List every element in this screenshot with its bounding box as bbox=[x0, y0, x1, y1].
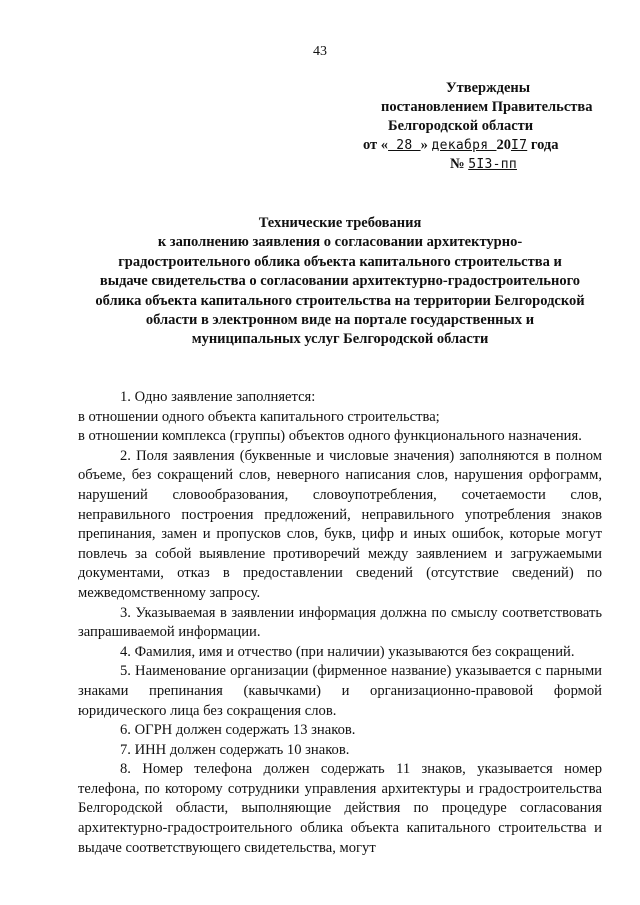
title-line: Технические требования bbox=[258, 215, 422, 231]
paragraph-6: 6. ОГРН должен содержать 13 знаков. bbox=[120, 722, 356, 739]
date-year-prefix: 20 bbox=[496, 137, 511, 153]
paragraph-1: 1. Одно заявление заполняется: bbox=[120, 389, 316, 405]
approval-number bbox=[358, 155, 608, 174]
document-title bbox=[60, 214, 620, 350]
number-value: 5I3-пп bbox=[468, 157, 517, 172]
document-body bbox=[78, 388, 602, 858]
date-year-suffix: I7 bbox=[510, 138, 528, 153]
page-number: 43 bbox=[313, 44, 327, 59]
title-line: к заполнению заявления о согласовании архитектурно- bbox=[157, 234, 523, 251]
title-line: области в электронном виде на портале государственных и bbox=[145, 312, 535, 329]
approval-resolution: постановлением Правительства bbox=[381, 99, 593, 115]
approval-block bbox=[358, 79, 608, 174]
paragraph-4: 4. Фамилия, имя и отчество (при наличии) указываются без сокращений. bbox=[120, 643, 575, 660]
approval-heading: Утверждены bbox=[446, 80, 531, 96]
number-prefix: № bbox=[450, 156, 469, 172]
paragraph-1-item-b: в отношении комплекса (группы) объектов одного функционального назначения. bbox=[78, 428, 582, 445]
paragraph-2: 2. Поля заявления (буквенные и числовые значения) заполняются в полном объеме, без сокращений слов, неверного написания слов, нарушения орфограмм, нарушений словообразования, словоупотребления, сочетаемости слов, неправильного построения предложений, неправильного употребления знаков препинания, замен и пропусков слов, букв, цифр и иных ошибок, которые могут повлечь за собой выявление противоречий между заявлением и загружаемыми документами, отказ в предоставлении сведений (отсутствие сведений) по межведомственному запросу. bbox=[78, 447, 602, 601]
paragraph-7: 7. ИНН должен содержать 10 знаков. bbox=[120, 741, 350, 758]
paragraph-8: 8. Номер телефона должен содержать 11 знаков, указывается номер телефона, по которому сотрудники управления архитектуры и градостроительства Белгородской области, выполняющие действия по процедуре согласования архитектурно-градостроительного облика объекта капитального строительства и выдаче соответствующего свидетельства, могут bbox=[78, 761, 602, 856]
title-line: облика объекта капитального строительства на территории Белгородской bbox=[95, 292, 585, 309]
approval-date bbox=[358, 136, 608, 155]
date-prefix: от « bbox=[363, 137, 389, 153]
paragraph-5: 5. Наименование организации (фирменное название) указывается с парными знаками препинания (кавычками) и организационно-правовой формой юридического лица без сокращения слов. bbox=[78, 663, 602, 719]
date-suffix: года bbox=[527, 137, 559, 153]
date-day: 28 bbox=[388, 138, 421, 153]
title-line: градостроительного облика объекта капитального строительства и bbox=[118, 253, 562, 270]
title-line: выдаче свидетельства о согласовании архитектурно-градостроительного bbox=[99, 273, 581, 290]
date-mid: » bbox=[420, 137, 432, 153]
date-month: декабря bbox=[431, 138, 497, 153]
title-line: муниципальных услуг Белгородской области bbox=[191, 331, 489, 348]
paragraph-1-item-a: в отношении одного объекта капитального строительства; bbox=[78, 408, 440, 425]
approval-region: Белгородской области bbox=[388, 118, 534, 134]
paragraph-3: 3. Указываемая в заявлении информация должна по смыслу соответствовать запрашиваемой информации. bbox=[78, 604, 602, 641]
